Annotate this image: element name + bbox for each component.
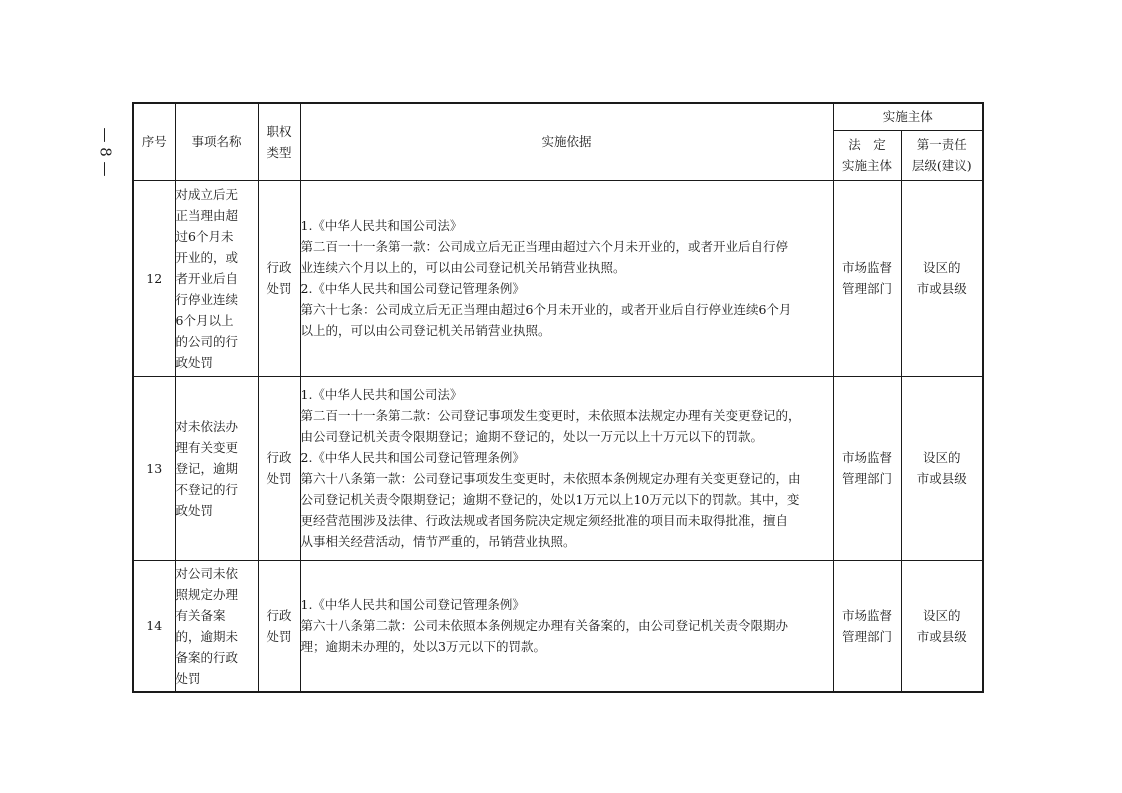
basis-line: 1.《中华人民共和国公司法》 xyxy=(300,387,463,402)
responsibility-level-line: 市或县级 xyxy=(916,628,967,644)
basis-line: 以上的，可以由公司登记机关吊销营业执照。 xyxy=(300,323,551,338)
header-index: 序号 xyxy=(133,103,175,180)
item-name-line: 登记，逾期 xyxy=(175,460,239,476)
responsibility-level-line: 市或县级 xyxy=(916,471,967,486)
responsibility-level-line: 设区的 xyxy=(923,260,961,275)
item-name-line: 理有关变更 xyxy=(175,439,239,455)
item-name-line: 者开业后自 xyxy=(175,270,239,286)
item-name-line: 行停业连续 xyxy=(175,291,239,307)
header-basis: 实施依据 xyxy=(300,103,833,180)
item-name-line: 有关备案 xyxy=(175,607,226,623)
page-number xyxy=(92,118,120,186)
implementation-basis xyxy=(300,180,833,376)
basis-line: 2.《中华人民共和国公司登记管理条例》 xyxy=(300,281,525,296)
header-legal-subject xyxy=(833,130,901,180)
basis-line: 业连续六个月以上的，可以由公司登记机关吊销营业执照。 xyxy=(300,260,626,275)
basis-line: 理；逾期未办理的，处以3万元以下的罚款。 xyxy=(300,639,546,655)
basis-line: 从事相关经营活动，情节严重的，吊销营业执照。 xyxy=(300,534,576,549)
legal-subject-line: 市场监督 xyxy=(841,607,892,623)
legal-subject-line: 管理部门 xyxy=(841,471,892,486)
page-number-text: — 8 — xyxy=(97,127,115,177)
responsibility-level xyxy=(901,376,983,560)
authority-type-line: 行政 xyxy=(266,450,292,465)
authority-type-line: 处罚 xyxy=(266,471,292,486)
row-index: 14 xyxy=(133,560,175,692)
item-name-line: 备案的行政 xyxy=(175,649,239,665)
row-index: 12 xyxy=(133,180,175,376)
authority-type-line: 处罚 xyxy=(266,628,292,644)
item-name-line: 开业的，或 xyxy=(175,249,239,265)
item-name xyxy=(175,560,258,692)
basis-line: 更经营范围涉及法律、行政法规或者国务院决定规定须经批准的项目而未取得批准，擅自 xyxy=(300,513,789,528)
header-type-line: 类型 xyxy=(266,144,292,160)
basis-line: 由公司登记机关责令限期登记；逾期不登记的，处以一万元以上十万元以下的罚款。 xyxy=(300,429,764,444)
item-name-line: 的公司的行 xyxy=(175,333,239,349)
item-name xyxy=(175,376,258,560)
item-name-line: 对未依法办 xyxy=(175,418,239,434)
responsibility-level xyxy=(901,560,983,692)
legal-subject-line: 管理部门 xyxy=(841,628,892,644)
header-level-line: 第一责任 xyxy=(916,137,967,152)
item-name-line: 政处罚 xyxy=(175,502,214,518)
legal-subject xyxy=(833,560,901,692)
responsibility-level-line: 设区的 xyxy=(923,607,961,623)
responsibility-level-line: 市或县级 xyxy=(916,281,967,296)
authority-type xyxy=(258,376,300,560)
authority-type xyxy=(258,560,300,692)
basis-line: 2.《中华人民共和国公司登记管理条例》 xyxy=(300,450,525,465)
basis-line: 第二百一十一条第一款：公司成立后无正当理由超过六个月未开业的，或者开业后自行停 xyxy=(300,239,789,254)
basis-line: 第六十八条第一款：公司登记事项发生变更时，未依照本条例规定办理有关变更登记的，由 xyxy=(300,471,801,486)
item-name-line: 6个月以上 xyxy=(175,312,234,328)
header-type xyxy=(258,103,300,180)
header-responsibility-level xyxy=(901,130,983,180)
header-level-line: 层级(建议) xyxy=(911,158,972,173)
row-index: 13 xyxy=(133,376,175,560)
basis-line: 1.《中华人民共和国公司登记管理条例》 xyxy=(300,597,525,613)
implementation-basis xyxy=(300,376,833,560)
item-name-line: 处罚 xyxy=(175,670,201,686)
authority-type-line: 行政 xyxy=(266,607,292,623)
basis-line: 公司登记机关责令限期登记；逾期不登记的，处以1万元以上10万元以下的罚款。其中，变 xyxy=(300,492,800,507)
table-row xyxy=(133,180,983,376)
item-name xyxy=(175,180,258,376)
table-row xyxy=(133,376,983,560)
responsibility-level-line: 设区的 xyxy=(923,450,961,465)
basis-line: 第二百一十一条第二款：公司登记事项发生变更时，未依照本法规定办理有关变更登记的， xyxy=(300,408,801,423)
item-name-line: 照规定办理 xyxy=(175,586,239,602)
item-name-line: 对成立后无 xyxy=(175,186,239,202)
basis-line: 1.《中华人民共和国公司法》 xyxy=(300,218,463,233)
legal-subject-line: 管理部门 xyxy=(841,281,892,296)
legal-subject xyxy=(833,376,901,560)
item-name-line: 不登记的行 xyxy=(175,481,239,497)
header-subject-group: 实施主体 xyxy=(833,103,983,130)
item-name-line: 对公司未依 xyxy=(175,565,239,581)
item-name-line: 过6个月未 xyxy=(175,228,234,244)
basis-line: 第六十八条第二款：公司未依照本条例规定办理有关备案的，由公司登记机关责令限期办 xyxy=(300,618,789,634)
table-row xyxy=(133,560,983,692)
authority-type-line: 行政 xyxy=(266,260,292,275)
header-legal-line: 法 定 xyxy=(848,137,886,152)
header-name: 事项名称 xyxy=(175,103,258,180)
header-type-line: 职权 xyxy=(266,123,292,139)
basis-line: 第六十七条：公司成立后无正当理由超过6个月未开业的，或者开业后自行停业连续6个月 xyxy=(300,302,792,317)
legal-subject-line: 市场监督 xyxy=(841,260,892,275)
header-legal-line: 实施主体 xyxy=(841,158,892,173)
item-name-line: 正当理由超 xyxy=(175,207,239,223)
responsibility-level xyxy=(901,180,983,376)
implementation-basis xyxy=(300,560,833,692)
item-name-line: 政处罚 xyxy=(175,354,214,370)
legal-subject xyxy=(833,180,901,376)
authority-type xyxy=(258,180,300,376)
implementation-table xyxy=(132,102,984,693)
authority-type-line: 处罚 xyxy=(266,281,292,296)
item-name-line: 的，逾期未 xyxy=(175,628,239,644)
legal-subject-line: 市场监督 xyxy=(841,450,892,465)
